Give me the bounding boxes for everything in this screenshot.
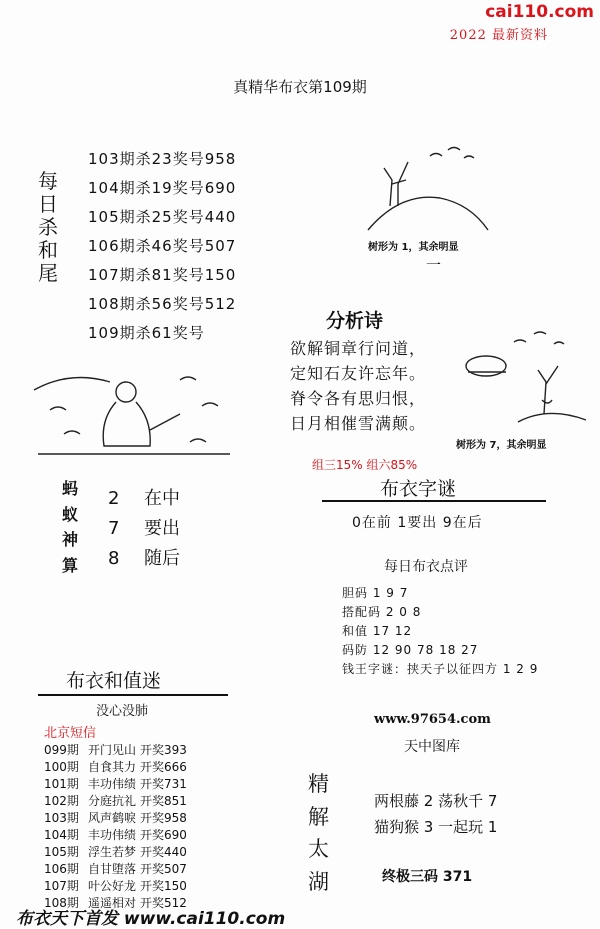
bj-period: 101期 [44,777,79,791]
bj-result: 开奖512 [140,896,187,910]
bj-words: 开门见山 [88,743,137,757]
bj-result: 开奖150 [140,879,187,893]
bj-result: 开奖666 [140,760,187,774]
daily-label-char: 每 [38,169,58,193]
jing-vertical-label [308,768,329,898]
sum-sub: 没心没肺 [96,704,149,719]
beijing-row [44,827,187,844]
bj-words: 叶公好龙 [88,879,137,893]
ant-list [108,484,180,574]
bj-period: 099期 [44,743,79,757]
riddle-text: 0在前 1要出 9在后 [352,515,483,531]
ant-row [108,544,180,574]
ant-label-char: 神 [62,530,79,550]
riddle-divider [322,500,546,502]
bj-words: 自食其力 [88,760,137,774]
tianzhong-name: 天中图库 [404,739,460,755]
poem-line: 日月相催雪满颠。 [290,414,427,433]
ant-row [108,484,180,514]
jing-line: 两根藤 2 荡秋千 7 [374,792,498,810]
beijing-row [44,759,187,776]
group-percent: 组三15% 组六85% [312,458,418,472]
comment-line: 钱王字谜：挟天子以征四方 1 2 9 [342,662,539,676]
ant-vertical-label [62,476,78,578]
bj-result: 开奖958 [140,811,187,825]
bj-words: 分庭抗礼 [88,794,137,808]
bj-result: 开奖690 [140,828,187,842]
poem-title: 分析诗 [326,310,384,332]
kill-item: 104期杀19奖号690 [88,179,237,197]
tree-sketch-2 [458,326,588,426]
kill-item: 106期杀46奖号507 [88,237,237,255]
bj-result: 开奖851 [140,794,187,808]
comment-line: 码防 12 90 78 18 27 [342,643,479,657]
bj-period: 107期 [44,879,79,893]
kill-item: 108期杀56奖号512 [88,295,237,313]
beijing-row [44,844,187,861]
bj-result: 开奖507 [140,862,187,876]
ant-text: 随后 [144,548,180,569]
comment-lines [342,584,538,679]
comment-line: 和值 17 12 [342,624,413,638]
bj-words: 风声鹤唳 [88,811,137,825]
poem-line: 脊令各有思归恨， [290,389,427,408]
comment-heading: 每日布衣点评 [384,559,468,575]
bj-period: 100期 [44,760,79,774]
bj-result: 开奖731 [140,777,187,791]
daily-label-char: 尾 [38,261,58,285]
beijing-row [44,878,187,895]
bj-words: 丰功伟绩 [88,777,137,791]
poem-lines [290,336,426,436]
poem-line: 定知石友许忘年。 [290,364,427,383]
bj-result: 开奖393 [140,743,187,757]
beijing-row [44,810,187,827]
jing-label-char: 解 [308,804,329,829]
bj-words: 浮生若梦 [88,845,137,859]
ant-row [108,514,180,544]
daily-label-char: 日 [38,192,58,216]
beijing-row [44,793,187,810]
daily-label-char: 和 [38,238,58,262]
kill-item: 105期杀25奖号440 [88,208,237,226]
bj-words: 遥遥相对 [88,896,137,910]
monk-illustration [30,350,240,460]
ant-label-char: 蚁 [62,504,79,524]
ant-label-char: 蚂 [62,479,79,498]
tree-caption-2: 树形为 7，其余明显 [456,440,547,451]
jing-label-char: 湖 [308,869,329,894]
ant-text: 在中 [144,488,180,509]
jing-line: 猫狗猴 3 一起玩 1 [374,818,498,836]
final-three-code: 终极三码 371 [382,869,473,885]
jing-lines [374,788,497,840]
ant-label-char: 算 [62,555,79,575]
kill-item: 107期杀81奖号150 [88,266,237,284]
sum-heading: 布衣和值迷 [66,670,162,692]
ant-num: 2 [108,488,120,509]
daily-label-char: 杀 [38,215,58,239]
ant-num: 7 [108,518,120,539]
ant-num: 8 [108,548,120,569]
bj-period: 103期 [44,811,79,825]
tree-mark: 一 [426,256,442,274]
daily-vertical-label [38,170,58,285]
bj-result: 开奖440 [140,845,187,859]
brand-tagline: 2022 最新资料 [449,28,548,43]
comment-line: 胆码 1 9 7 [342,586,409,600]
daily-kill-list [88,145,236,348]
sum-divider [38,694,228,696]
ant-text: 要出 [144,518,180,539]
comment-line: 搭配码 2 0 8 [342,605,422,619]
beijing-title: 北京短信 [44,726,97,741]
jing-label-char: 太 [308,837,329,862]
tree-caption-1: 树形为 1，其余明显 [368,242,459,253]
page-title: 真精华布衣第109期 [233,78,367,96]
bj-words: 自甘堕落 [88,862,137,876]
kill-item: 103期杀23奖号958 [88,150,237,168]
tree-sketch-1 [360,140,490,235]
bj-period: 105期 [44,845,79,859]
bj-period: 106期 [44,862,79,876]
bj-words: 丰功伟绩 [88,828,137,842]
footer-text: 布衣天下首发 www.cai110.com [16,909,286,929]
beijing-row [44,776,187,793]
riddle-heading: 布衣字谜 [380,478,457,500]
bj-period: 102期 [44,794,79,808]
beijing-row [44,742,187,759]
bj-period: 104期 [44,828,79,842]
jing-label-char: 精 [308,772,329,796]
bj-period: 108期 [44,896,79,910]
poem-line: 欲解铜章行问道， [290,339,427,358]
kill-item: 109期杀61奖号 [88,324,205,342]
brand-site: cai110.com [485,2,594,22]
beijing-row [44,861,187,878]
tianzhong-site: www.97654.com [374,712,491,727]
beijing-list [44,742,187,912]
